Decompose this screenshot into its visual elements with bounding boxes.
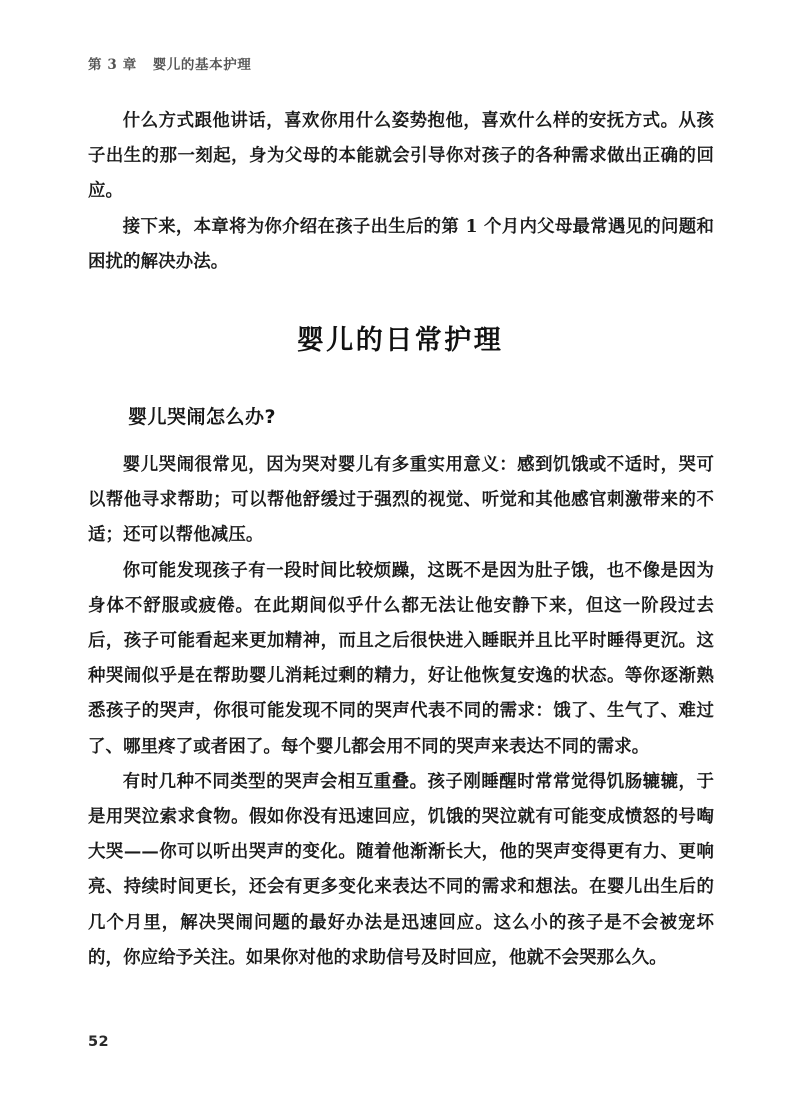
sub-heading: 婴儿哭闹怎么办? [128,406,277,428]
paragraph: 有时几种不同类型的哭声会相互重叠。孩子刚睡醒时常常觉得饥肠辘辘，于是用哭泣索求食物。假如你没有迅速回应，饥饿的哭泣就有可能变成愤怒的号啕大哭——你可以听出哭声的变化。随着他渐渐长大，他的哭声变得更有力、更响亮、持续时间更长，还会有更多变化来表达不同的需求和想法。在婴儿出生后的几个月里，解决哭闹问题的最好办法是迅速回应。这么小的孩子是不会被宠坏的，你应给予关注。如果你对他的求助信号及时回应，他就不会哭那么久。 [88,771,714,968]
running-header: 第 3 章 婴儿的基本护理 [88,57,252,73]
paragraph: 什么方式跟他讲话，喜欢你用什么姿势抱他，喜欢什么样的安抚方式。从孩子出生的那一刻起，身为父母的本能就会引导你对孩子的各种需求做出正确的回应。 [88,111,714,202]
page-number: 52 [88,1034,109,1050]
section-heading: 婴儿的日常护理 [296,325,504,356]
paragraph: 接下来，本章将为你介绍在孩子出生后的第 1 个月内父母最常遇见的问题和困扰的解决办法。 [88,216,714,272]
upper-text-column [88,104,714,280]
paragraph: 婴儿哭闹很常见，因为哭对婴儿有多重实用意义：感到饥饿或不适时，哭可以帮他寻求帮助；可以帮他舒缓过于强烈的视觉、听觉和其他感官刺激带来的不适；还可以帮他减压。 [88,455,714,546]
paragraph: 你可能发现孩子有一段时间比较烦躁，这既不是因为肚子饿，也不像是因为身体不舒服或疲倦。在此期间似乎什么都无法让他安静下来，但这一阶段过去后，孩子可能看起来更加精神，而且之后很快进入睡眠并且比平时睡得更沉。这种哭闹似乎是在帮助婴儿消耗过剩的精力，好让他恢复安逸的状态。等你逐渐熟悉孩子的哭声，你很可能发现不同的哭声代表不同的需求：饿了、生气了、难过了、哪里疼了或者困了。每个婴儿都会用不同的哭声来表达不同的需求。 [88,560,714,757]
lower-text-column [88,448,714,976]
